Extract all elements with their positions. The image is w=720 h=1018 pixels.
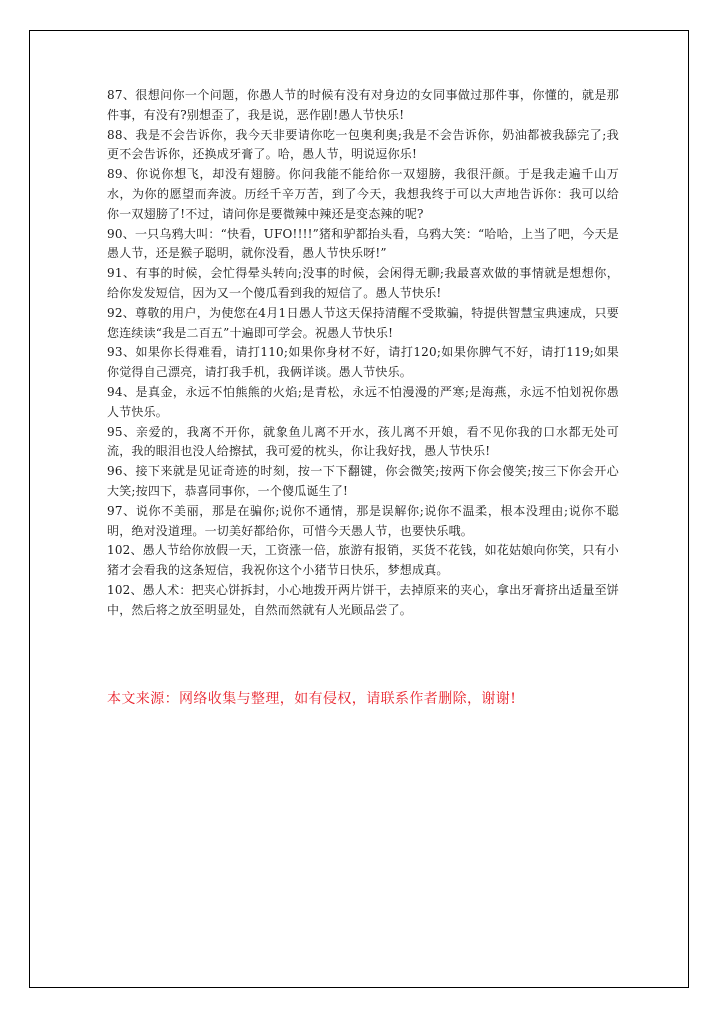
paragraph-94: 94、是真金，永远不怕熊熊的火焰;是青松，永远不怕漫漫的严寒;是海燕，永远不怕划祝你愚人节快乐。 (107, 384, 619, 419)
paragraph-93: 93、如果你长得难看，请打110;如果你身材不好，请打120;如果你脾气不好，请打119;如果你觉得自己漂亮，请打我手机，我俩详谈。愚人节快乐。 (107, 345, 619, 380)
paragraph-90: 90、一只乌鸦大叫：“快看，UFO!!!!”猪和驴都抬头看，乌鸦大笑：“哈哈，上当了吧，今天是愚人节，还是猴子聪明，就你没看，愚人节快乐呀!” (107, 226, 619, 261)
paragraph-88: 88、我是不会告诉你，我今天非要请你吃一包奥利奥;我是不会告诉你，奶油都被我舔完了;我更不会告诉你，还换成牙膏了。哈，愚人节，明说逗你乐! (107, 127, 619, 162)
source-note: 本文来源：网络收集与整理，如有侵权，请联系作者删除，谢谢! (107, 691, 517, 707)
paragraph-92: 92、尊敬的用户，为使您在4月1日愚人节这天保持清醒不受欺骗，特提供智慧宝典速成，只要您连续读“我是二百五”十遍即可学会。祝愚人节快乐! (107, 305, 619, 340)
document-body (107, 86, 619, 621)
paragraph-89: 89、你说你想飞，却没有翅膀。你问我能不能给你一双翅膀，我很汗颜。于是我走遍千山万水，为你的愿望而奔波。历经千辛万苦，到了今天，我想我终于可以大声地告诉你：我可以给你一双翅膀了!不过，请问你是要微辣中辣还是变态辣的呢? (107, 167, 619, 221)
paragraph-102b: 102、愚人术：把夹心饼拆封，小心地拨开两片饼干，去掉原来的夹心，拿出牙膏挤出适量至饼中，然后将之放至明显处，自然而然就有人光顾品尝了。 (107, 582, 619, 617)
paragraph-97: 97、说你不美丽，那是在骗你;说你不通情，那是误解你;说你不温柔，根本没理由;说你不聪明，绝对没道理。一切美好都给你，可惜今天愚人节，也要快乐哦。 (107, 503, 619, 538)
paragraph-102a: 102、愚人节给你放假一天，工资涨一倍，旅游有报销，买货不花钱，如花姑娘向你笑，只有小猪才会看我的这条短信，我祝你这个小猪节日快乐，梦想成真。 (107, 543, 619, 578)
paragraph-91: 91、有事的时候，会忙得晕头转向;没事的时候，会闲得无聊;我最喜欢做的事情就是想想你，给你发发短信，因为又一个傻瓜看到我的短信了。愚人节快乐! (107, 266, 619, 300)
paragraph-96: 96、接下来就是见证奇迹的时刻，按一下下翻键，你会微笑;按两下你会傻笑;按三下你会开心大笑;按四下，恭喜同事你，一个傻瓜诞生了! (107, 464, 619, 498)
paragraph-87: 87、很想问你一个问题，你愚人节的时候有没有对身边的女同事做过那件事，你懂的，就是那件事，有没有?别想歪了，我是说，恶作剧!愚人节快乐! (107, 88, 619, 122)
paragraph-95: 95、亲爱的，我离不开你，就象鱼儿离不开水，孩儿离不开娘，看不见你我的口水都无处可流，我的眼泪也没人给擦拭，我可爱的枕头，你让我好找，愚人节快乐! (107, 424, 619, 459)
